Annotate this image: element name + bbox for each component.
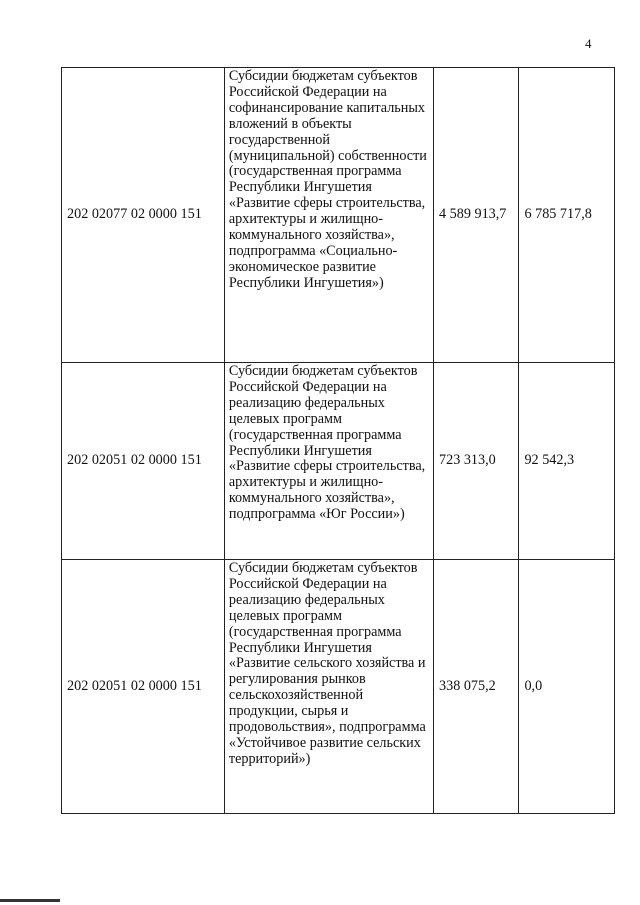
description-cell: Субсидии бюджетам субъектов Российской Федерации на реализацию федеральных целевых программ (государственная программа Республики Ингушетия «Развитие сферы строительства, архитектуры и жилищно-коммунального хозяйства», подпрограмма «Юг России») [224,363,433,560]
table-row [62,68,615,363]
budget-code-cell: 202 02051 02 0000 151 [62,560,225,814]
value-2-cell: 6 785 717,8 [519,68,615,363]
table-row [62,363,615,560]
page-number: 4 [585,36,592,51]
value-1-cell: 4 589 913,7 [434,68,519,363]
value-2-cell: 0,0 [519,560,615,814]
value-1-cell: 723 313,0 [434,363,519,560]
value-2-cell: 92 542,3 [519,363,615,560]
budget-code-cell: 202 02077 02 0000 151 [62,68,225,363]
description-cell: Субсидии бюджетам субъектов Российской Федерации на софинансирование капитальных вложений в объекты государственной (муниципальной) собственности (государственная программа Республики Ингушетия «Развитие сферы строительства, архитектуры и жилищно-коммунального хозяйства», подпрограмма «Социально-экономическое развитие Республики Ингушетия») [224,68,433,363]
table-row [62,560,615,814]
budget-table [61,67,615,814]
scan-edge-mark [0,899,60,902]
description-cell: Субсидии бюджетам субъектов Российской Федерации на реализацию федеральных целевых программ (государственная программа Республики Ингушетия «Развитие сельского хозяйства и регулирования рынков сельскохозяйственной продукции, сырья и продовольствия», подпрограмма «Устойчивое развитие сельских территорий») [224,560,433,814]
budget-code-cell: 202 02051 02 0000 151 [62,363,225,560]
value-1-cell: 338 075,2 [434,560,519,814]
